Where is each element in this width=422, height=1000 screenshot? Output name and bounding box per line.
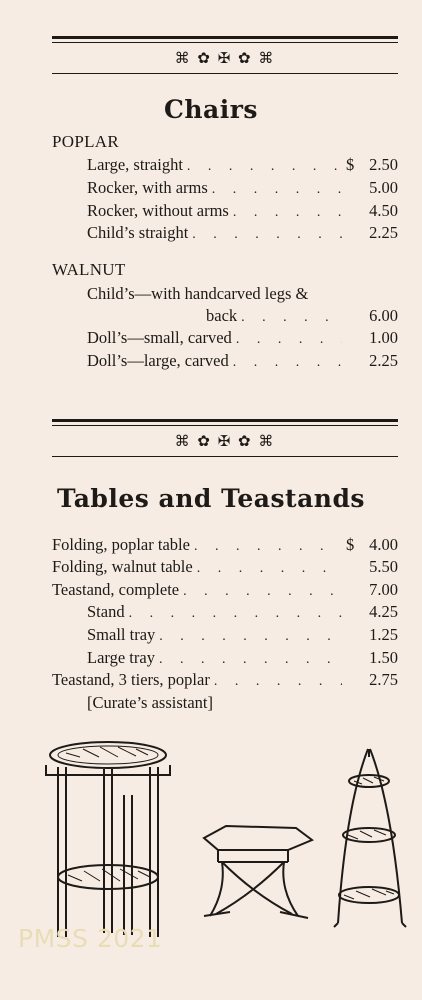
price-row: Teastand, complete . . . 7.00 (52, 579, 398, 601)
mid-rule-thin (52, 425, 398, 426)
dot-leader (212, 179, 342, 201)
watermark: PMSS 2021 (18, 924, 163, 953)
dot-leader (159, 626, 342, 648)
price-row: Rocker, with arms . . . 5.00 (87, 177, 398, 199)
price-row: Doll’s—small, carved . . . 1.00 (87, 327, 398, 349)
price-row: Small tray . . . 1.25 (87, 624, 398, 646)
price-row: Folding, poplar table . . . $ 4.00 (52, 534, 398, 556)
dot-leader (233, 352, 342, 374)
price-row: Child’s straight . . . 2.25 (87, 222, 398, 244)
folding-table-illustration (196, 820, 318, 925)
chairs-heading: Chairs (163, 95, 258, 124)
ornament-divider: ⌘ ✿ ✠ ✿ ⌘ (174, 434, 276, 450)
ornament-rule (52, 456, 398, 457)
dot-leader (192, 224, 342, 246)
price-row: Folding, walnut table . . . 5.50 (52, 556, 398, 578)
mid-rule-thick (52, 419, 398, 422)
price-row: Stand . . . 4.25 (87, 601, 398, 623)
category-poplar: POPLAR (52, 132, 119, 151)
price-row: back . . . 6.00 (206, 305, 398, 327)
dot-leader (159, 649, 342, 671)
top-rule-thick (52, 36, 398, 39)
dot-leader (129, 603, 342, 625)
dot-leader (183, 581, 342, 603)
dot-leader (187, 156, 342, 178)
tiered-teastand-illustration (330, 745, 408, 930)
walnut-item-line1: Child’s—with handcarved legs & (87, 284, 309, 303)
dot-leader (236, 329, 342, 351)
ornament-rule (52, 73, 398, 74)
dot-leader (197, 558, 342, 580)
dot-leader (194, 536, 342, 558)
tables-heading: Tables and Teastands (56, 484, 366, 513)
teastand-illustration (38, 735, 178, 950)
top-rule-thin (52, 42, 398, 43)
dot-leader (214, 671, 342, 693)
price-row: Doll’s—large, carved . . . 2.25 (87, 350, 398, 372)
dot-leader (241, 307, 342, 329)
price-row: Large tray . . . 1.50 (87, 647, 398, 669)
dot-leader (233, 202, 342, 224)
category-walnut: WALNUT (52, 260, 126, 279)
price-row: Teastand, 3 tiers, poplar . . . 2.75 (52, 669, 398, 691)
ornament-divider: ⌘ ✿ ✠ ✿ ⌘ (174, 51, 276, 67)
price-row: Large, straight . . . $ 2.50 (87, 154, 398, 176)
price-row: Rocker, without arms . . . 4.50 (87, 200, 398, 222)
curate-note: [Curate’s assistant] (87, 693, 214, 712)
